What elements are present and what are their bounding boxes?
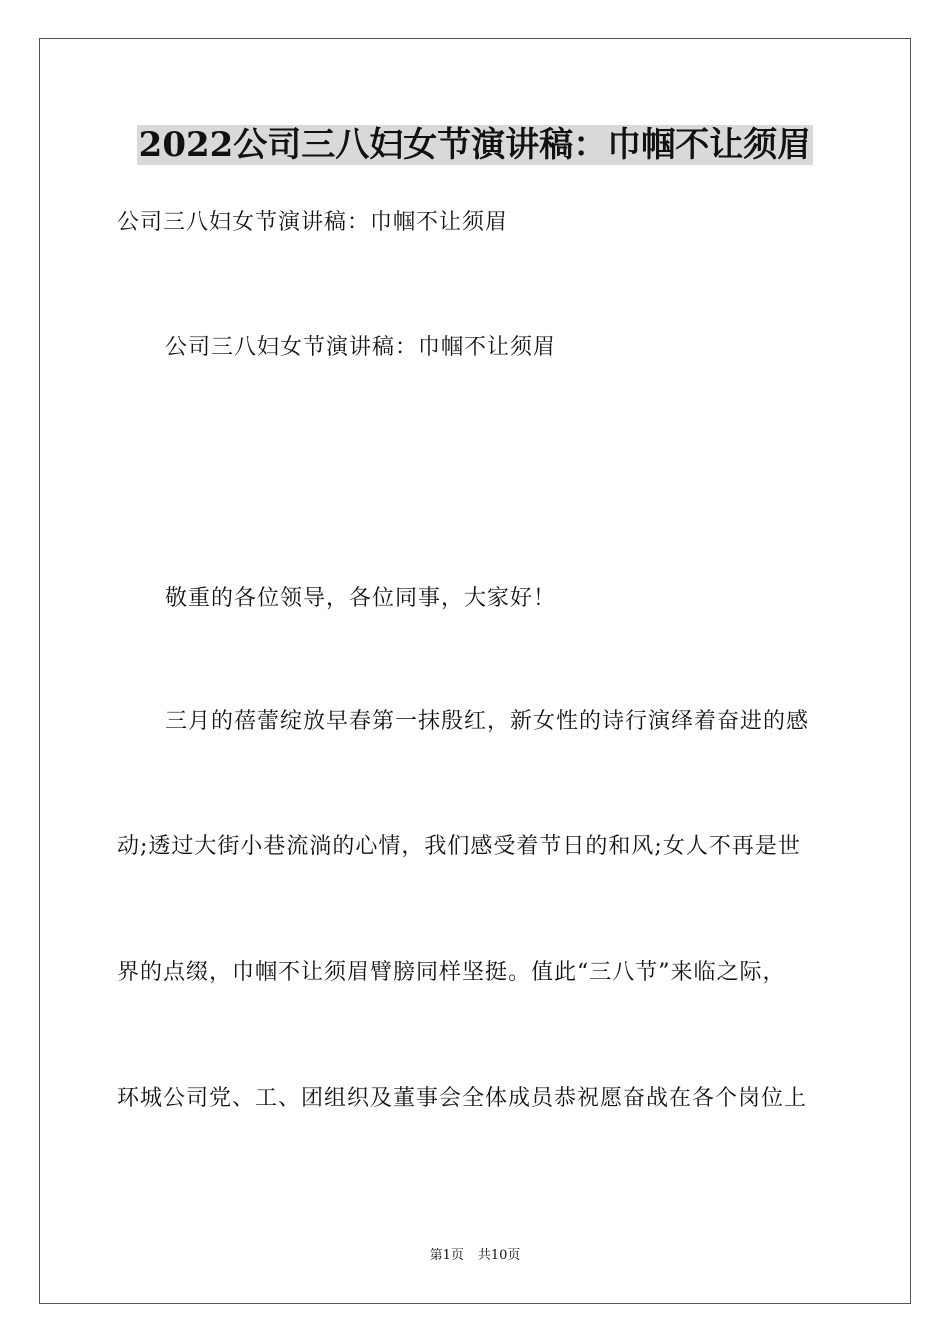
document-title-text: 2022公司三八妇女节演讲稿：巾帼不让须眉: [138, 125, 812, 165]
document-subtitle: 公司三八妇女节演讲稿：巾帼不让须眉: [117, 210, 509, 235]
page-number-total: 共10页: [477, 1248, 521, 1263]
page-footer: [0, 1247, 950, 1265]
body-text-line: 动;透过大街小巷流淌的心情，我们感受着节日的和风;女人不再是世: [117, 834, 801, 859]
body-text-line: 界的点缀，巾帼不让须眉臂膀同样坚挺。值此“三八节”来临之际，: [117, 960, 786, 985]
body-text-line: 三月的蓓蕾绽放早春第一抹殷红，新女性的诗行演绎着奋进的感: [165, 709, 810, 734]
document-title: [0, 122, 950, 168]
page-number-current: 第1页: [429, 1248, 464, 1263]
greeting-paragraph: 敬重的各位领导，各位同事，大家好！: [165, 586, 557, 611]
indented-title: 公司三八妇女节演讲稿：巾帼不让须眉: [165, 335, 557, 360]
body-text-line: 环城公司党、工、团组织及董事会全体成员恭祝愿奋战在各个岗位上: [117, 1086, 808, 1111]
